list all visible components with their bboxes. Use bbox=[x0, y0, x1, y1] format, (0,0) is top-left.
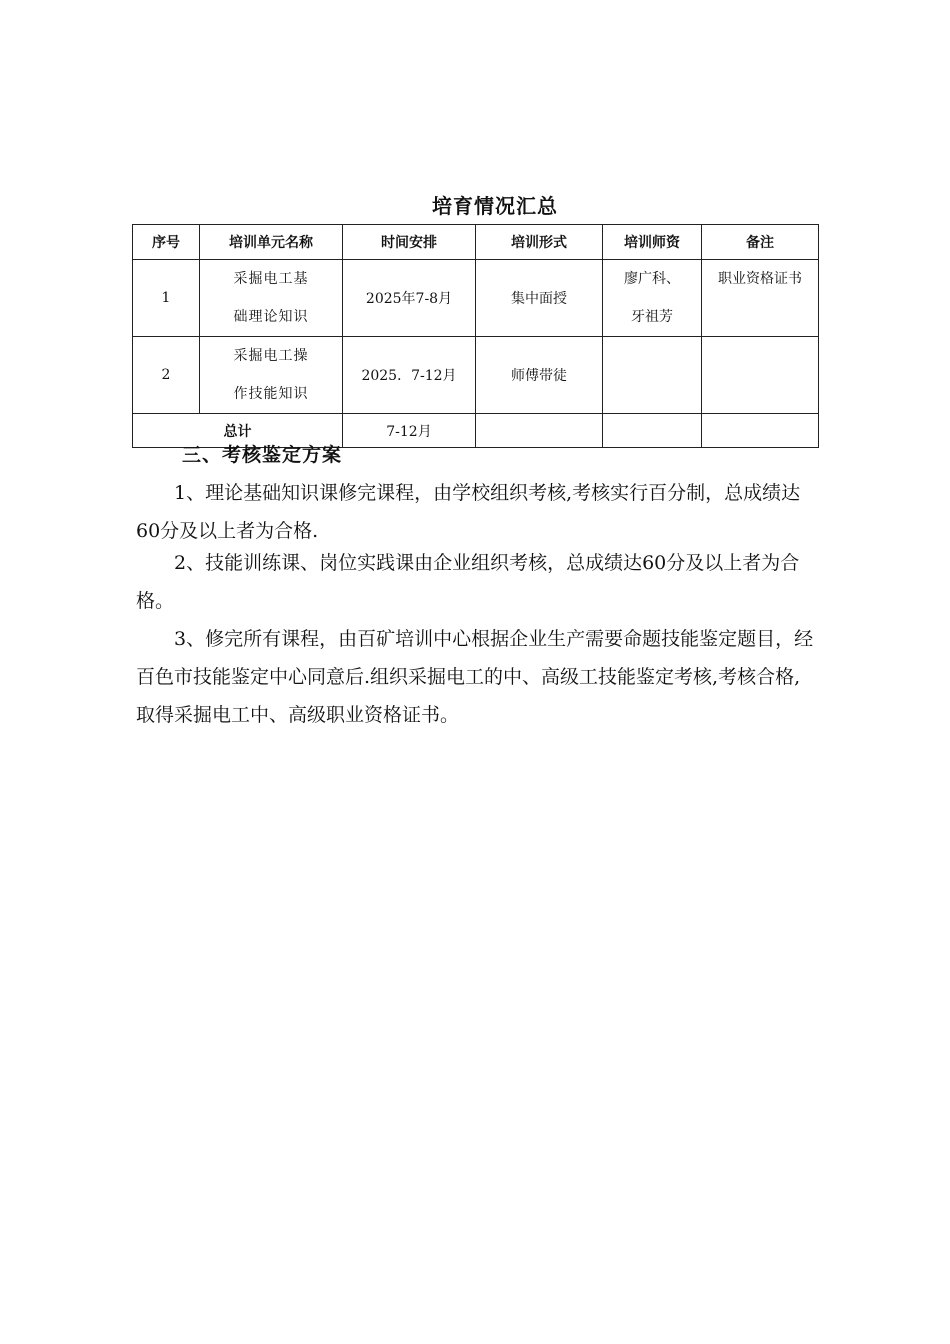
section-heading: 三、考核鉴定方案 bbox=[182, 444, 343, 466]
teacher-line: 牙祖芳 bbox=[631, 309, 673, 325]
cell-no: 2 bbox=[133, 337, 200, 414]
unit-name-line: 作技能知识 bbox=[233, 386, 309, 402]
header-note: 备注 bbox=[702, 225, 819, 260]
header-no: 序号 bbox=[133, 225, 200, 260]
header-unit-name: 培训单元名称 bbox=[200, 225, 343, 260]
paragraph: 3、修完所有课程，由百矿培训中心根据企业生产需要命题技能鉴定题目，经百色市技能鉴定中心同意后.组织采掘电工的中、高级工技能鉴定考核,考核合格,取得采掘电工中、高级职业资格证书。 bbox=[136, 628, 814, 726]
unit-name-line: 采掘电工操 bbox=[233, 348, 309, 364]
table-row bbox=[133, 260, 819, 337]
cell-note bbox=[702, 337, 819, 414]
header-time: 时间安排 bbox=[343, 225, 476, 260]
unit-name-line: 础理论知识 bbox=[233, 309, 309, 325]
header-teacher: 培训师资 bbox=[603, 225, 702, 260]
training-summary-table bbox=[132, 224, 819, 448]
cell-form: 集中面授 bbox=[476, 260, 603, 337]
cell-time: 2025年7-8月 bbox=[343, 260, 476, 337]
teacher-line: 廖广科、 bbox=[624, 271, 680, 287]
cell-note: 职业资格证书 bbox=[702, 260, 819, 337]
cell-no: 1 bbox=[133, 260, 200, 337]
cell-teacher bbox=[603, 260, 702, 337]
header-form: 培训形式 bbox=[476, 225, 603, 260]
cell-teacher bbox=[603, 337, 702, 414]
cell-time: 2025．7-12月 bbox=[343, 337, 476, 414]
cell-empty bbox=[476, 414, 603, 448]
cell-unit-name bbox=[200, 337, 343, 414]
cell-total-time: 7-12月 bbox=[343, 414, 476, 448]
cell-empty bbox=[702, 414, 819, 448]
unit-name-line: 采掘电工基 bbox=[233, 271, 309, 287]
table-row bbox=[133, 337, 819, 414]
cell-empty bbox=[603, 414, 702, 448]
table-header-row bbox=[133, 225, 819, 260]
table-title: 培育情况汇总 bbox=[432, 194, 558, 218]
paragraph: 2、技能训练课、岗位实践课由企业组织考核，总成绩达60分及以上者为合格。 bbox=[136, 552, 800, 612]
cell-unit-name bbox=[200, 260, 343, 337]
paragraph: 1、理论基础知识课修完课程，由学校组织考核,考核实行百分制，总成绩达60分及以上者为合格. bbox=[136, 482, 801, 542]
cell-total-label: 总计 bbox=[133, 414, 343, 448]
cell-form: 师傅带徒 bbox=[476, 337, 603, 414]
